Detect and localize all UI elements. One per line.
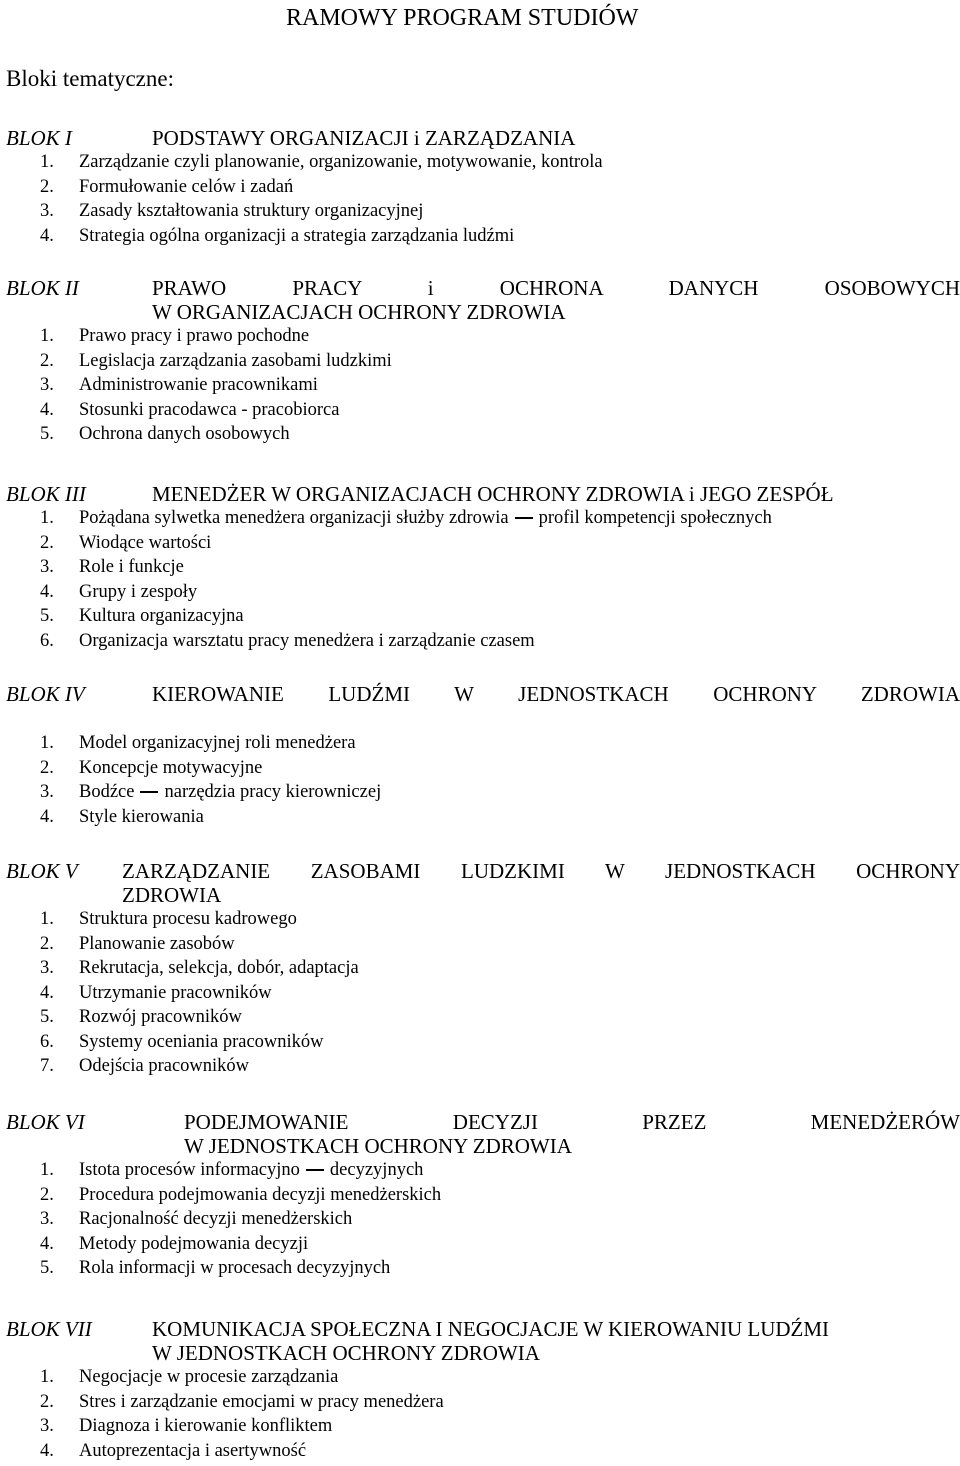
topic-text (79, 756, 262, 781)
topic-text-part: Utrzymanie pracowników (79, 982, 272, 1003)
block-title-continuation: ZDROWIA (122, 883, 222, 907)
topic-text-part: Systemy oceniania pracowników (79, 1031, 324, 1052)
topic-text-part: narzędzia pracy kierowniczej (164, 782, 382, 802)
topic-text (79, 324, 309, 349)
topic-number: 3. (40, 1209, 54, 1229)
topic-item (0, 1207, 960, 1232)
topic-number: 3. (40, 1416, 54, 1436)
topic-text (79, 1183, 441, 1208)
block-section (0, 1317, 960, 1463)
block-heading (0, 682, 960, 706)
topic-text-part: Planowanie zasobów (79, 933, 235, 954)
topic-item (0, 956, 960, 981)
topic-text (79, 1439, 306, 1464)
topic-text (79, 1390, 444, 1415)
topic-text (79, 1232, 308, 1257)
topic-item (0, 373, 960, 398)
topic-item (0, 1005, 960, 1030)
topic-text (79, 731, 356, 756)
topic-text-part: Autoprezentacja i asertywność (79, 1440, 307, 1461)
block-title: MENEDŻER W ORGANIZACJACH OCHRONY ZDROWIA i JEGO ZESPÓŁ (152, 482, 834, 506)
topic-text (79, 1030, 324, 1055)
topic-text-part: decyzyjnych (329, 1160, 424, 1180)
topic-text-part: Diagnoza i kierowanie konfliktem (79, 1416, 333, 1436)
block-label: BLOK II (6, 276, 79, 300)
topic-number: 6. (40, 1031, 54, 1052)
topic-number: 4. (40, 1233, 54, 1254)
topic-text (79, 422, 290, 447)
block-title: KIEROWANIE LUDŹMI W JEDNOSTKACH OCHRONY ZDROWIA (152, 682, 960, 706)
section-subtitle: Bloki tematyczne: (6, 66, 174, 91)
block-label: BLOK IV (6, 682, 85, 706)
block-title-continuation: W JEDNOSTKACH OCHRONY ZDROWIA (184, 1134, 572, 1158)
topic-text (79, 150, 603, 175)
topic-list (0, 506, 960, 653)
topic-item (0, 1030, 960, 1055)
block-title: PRAWO PRACY i OCHRONA DANYCH OSOBOWYCH (152, 276, 960, 300)
topic-text-part: Formułowanie celów i zadań (79, 176, 294, 197)
block-label: BLOK VII (6, 1317, 92, 1341)
topic-text-part: Istota procesów informacyjno (79, 1160, 300, 1180)
topic-item (0, 604, 960, 629)
topic-text-part: Organizacja warsztatu pracy menedżera i zarządzanie czasem (79, 630, 535, 651)
topic-item (0, 1158, 960, 1183)
topic-text (79, 981, 272, 1006)
topic-number: 1. (40, 326, 54, 346)
topic-list (0, 1365, 960, 1463)
topic-item (0, 731, 960, 756)
topic-item (0, 555, 960, 580)
topic-text-part: Stres i zarządzanie emocjami w pracy menedżera (79, 1391, 444, 1412)
topic-item (0, 1414, 960, 1439)
topic-text (79, 373, 318, 398)
topic-text-part: Rozwój pracowników (79, 1007, 242, 1027)
topic-item (0, 629, 960, 654)
topic-number: 4. (40, 581, 54, 602)
topic-item (0, 175, 960, 200)
block-section (0, 482, 960, 653)
topic-text (79, 1256, 390, 1281)
topic-text-part: Rekrutacja, selekcja, dobór, adaptacja (79, 958, 359, 978)
topic-text-part: Style kierowania (79, 806, 204, 827)
topic-number: 7. (40, 1056, 54, 1076)
dash-separator (515, 517, 533, 519)
block-label: BLOK III (6, 482, 86, 506)
block-section (0, 276, 960, 447)
topic-text-part: Strategia ogólna organizacji a strategia zarządzania ludźmi (79, 225, 515, 246)
topic-list (0, 731, 960, 829)
block-heading (0, 1110, 960, 1134)
topic-text-part: Role i funkcje (79, 557, 184, 577)
block-label: BLOK V (6, 859, 78, 883)
topic-text-part: Administrowanie pracownikami (79, 375, 318, 395)
topic-number: 6. (40, 630, 54, 651)
topic-text-part: Grupy i zespoły (79, 581, 198, 602)
topic-text-part: Wiodące wartości (79, 532, 212, 553)
block-section (0, 1110, 960, 1281)
page-title: RAMOWY PROGRAM STUDIÓW (286, 5, 639, 31)
dash-separator (140, 791, 158, 793)
block-section (0, 126, 960, 248)
topic-item (0, 1054, 960, 1079)
topic-text (79, 580, 197, 605)
topic-text-part: Kultura organizacyjna (79, 606, 244, 626)
topic-text-part: Prawo pracy i prawo pochodne (79, 326, 310, 346)
topic-item (0, 422, 960, 447)
block-heading (0, 126, 960, 150)
topic-item (0, 1256, 960, 1281)
topic-number: 4. (40, 982, 54, 1003)
topic-text (79, 932, 235, 957)
topic-text-part: Negocjacje w procesie zarządzania (79, 1367, 339, 1387)
topic-list (0, 150, 960, 248)
topic-text (79, 224, 514, 249)
block-title: ZARZĄDZANIE ZASOBAMI LUDZKIMI W JEDNOSTKACH OCHRONY (122, 859, 960, 883)
topic-text (79, 1365, 338, 1390)
topic-text (79, 1207, 352, 1232)
topic-text (79, 1158, 423, 1183)
topic-text-part: Racjonalność decyzji menedżerskich (79, 1209, 353, 1229)
topic-number: 1. (40, 909, 54, 929)
topic-text-part: Model organizacyjnej roli menedżera (79, 733, 356, 753)
topic-text-part: Stosunki pracodawca - pracobiorca (79, 399, 340, 420)
topic-text-part: Legislacja zarządzania zasobami ludzkimi (79, 350, 392, 371)
topic-item (0, 349, 960, 374)
topic-number: 2. (40, 350, 54, 371)
block-title: PODSTAWY ORGANIZACJI i ZARZĄDZANIA (152, 126, 576, 150)
topic-text (79, 349, 392, 374)
topic-item (0, 907, 960, 932)
block-title-continuation: W ORGANIZACJACH OCHRONY ZDROWIA (152, 300, 566, 324)
topic-text (79, 531, 211, 556)
topic-number: 3. (40, 557, 54, 577)
topic-number: 3. (40, 782, 54, 802)
block-title-continuation: W JEDNOSTKACH OCHRONY ZDROWIA (152, 1341, 540, 1365)
topic-text (79, 1054, 249, 1079)
topic-number: 3. (40, 958, 54, 978)
block-label: BLOK I (6, 126, 72, 150)
block-heading (0, 859, 960, 883)
topic-text-part: Metody podejmowania decyzji (79, 1233, 309, 1254)
topic-number: 2. (40, 757, 54, 778)
topic-text (79, 629, 535, 654)
topic-text (79, 1005, 242, 1030)
topic-text-part: Ochrona danych osobowych (79, 424, 290, 444)
topic-text (79, 907, 297, 932)
topic-number: 2. (40, 532, 54, 553)
topic-number: 1. (40, 508, 54, 528)
topic-text (79, 398, 339, 423)
topic-number: 5. (40, 1007, 54, 1027)
topic-number: 5. (40, 1258, 54, 1278)
topic-number: 1. (40, 1160, 54, 1180)
block-title: KOMUNIKACJA SPOŁECZNA I NEGOCJACJE W KIEROWANIU LUDŹMI (152, 1317, 830, 1341)
topic-text-part: Pożądana sylwetka menedżera organizacji służby zdrowia (79, 508, 509, 528)
topic-item (0, 150, 960, 175)
topic-item (0, 324, 960, 349)
topic-number: 4. (40, 399, 54, 420)
topic-item (0, 199, 960, 224)
topic-item (0, 932, 960, 957)
topic-item (0, 1183, 960, 1208)
topic-item (0, 398, 960, 423)
topic-number: 4. (40, 225, 54, 246)
topic-item (0, 531, 960, 556)
topic-number: 3. (40, 201, 54, 221)
topic-number: 3. (40, 375, 54, 395)
topic-item (0, 780, 960, 805)
topic-text (79, 956, 359, 981)
topic-text-part: Bodźce (79, 782, 135, 802)
topic-text (79, 780, 381, 805)
topic-text (79, 175, 293, 200)
topic-text (79, 555, 184, 580)
topic-item (0, 224, 960, 249)
topic-number: 2. (40, 933, 54, 954)
topic-text-part: Koncepcje motywacyjne (79, 757, 263, 778)
topic-number: 1. (40, 1367, 54, 1387)
topic-item (0, 981, 960, 1006)
topic-text (79, 506, 772, 531)
topic-number: 4. (40, 806, 54, 827)
topic-text (79, 1414, 332, 1439)
topic-item (0, 756, 960, 781)
topic-item (0, 506, 960, 531)
block-heading (0, 1317, 960, 1341)
topic-text (79, 604, 244, 629)
topic-item (0, 805, 960, 830)
block-label: BLOK VI (6, 1110, 85, 1134)
block-heading (0, 276, 960, 300)
topic-text-part: Struktura procesu kadrowego (79, 909, 297, 929)
topic-number: 2. (40, 1184, 54, 1205)
block-heading (0, 482, 960, 506)
topic-text (79, 199, 423, 224)
block-section (0, 682, 960, 829)
topic-number: 5. (40, 424, 54, 444)
topic-text-part: profil kompetencji społecznych (538, 508, 772, 528)
topic-list (0, 907, 960, 1079)
topic-item (0, 1390, 960, 1415)
topic-text-part: Odejścia pracowników (79, 1056, 250, 1076)
topic-number: 2. (40, 176, 54, 197)
topic-list (0, 324, 960, 447)
topic-number: 5. (40, 606, 54, 626)
topic-item (0, 580, 960, 605)
dash-separator (306, 1169, 324, 1171)
topic-number: 1. (40, 152, 54, 172)
topic-number: 2. (40, 1391, 54, 1412)
block-section (0, 859, 960, 1079)
topic-item (0, 1439, 960, 1464)
topic-list (0, 1158, 960, 1281)
topic-number: 1. (40, 733, 54, 753)
topic-text-part: Rola informacji w procesach decyzyjnych (79, 1258, 391, 1278)
block-title: PODEJMOWANIE DECYZJI PRZEZ MENEDŻERÓW (184, 1110, 960, 1134)
topic-number: 4. (40, 1440, 54, 1461)
topic-item (0, 1232, 960, 1257)
topic-text-part: Procedura podejmowania decyzji menedżerskich (79, 1184, 442, 1205)
topic-text-part: Zarządzanie czyli planowanie, organizowanie, motywowanie, kontrola (79, 152, 603, 172)
topic-item (0, 1365, 960, 1390)
topic-text (79, 805, 204, 830)
topic-text-part: Zasady kształtowania struktury organizacyjnej (79, 201, 424, 221)
